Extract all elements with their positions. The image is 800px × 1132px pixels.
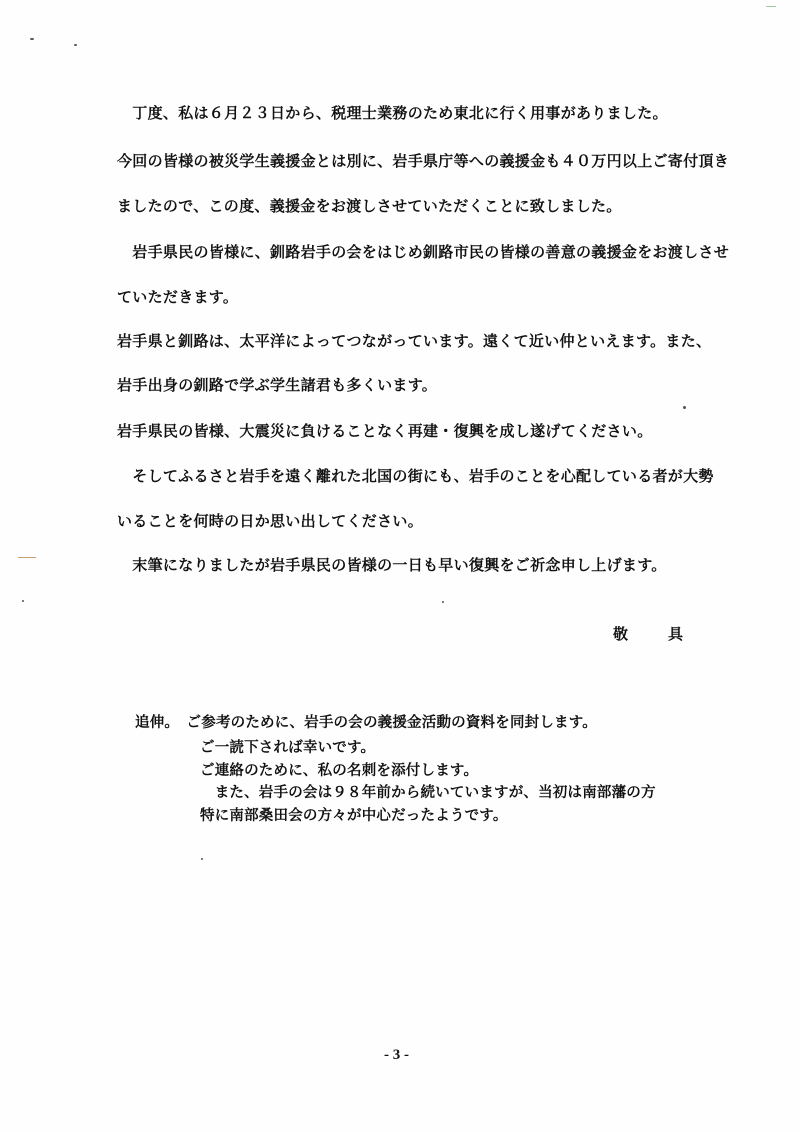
scan-speck [201,858,203,860]
paragraph-line-5: ていただきます。 [117,288,239,306]
paragraph-line-1: 丁度、私は６月２３日から、税理士業務のため東北に行く用事がありました。 [117,104,668,122]
postscript-line-5: 特に南部桑田会の方々が中心だったようです。 [200,807,508,824]
paragraph-line-7: 岩手出身の釧路で学ぶ学生諸君も多くいます。 [117,376,438,394]
scan-speck [442,601,444,603]
scan-speck [683,406,686,409]
scan-speck [74,44,77,46]
paragraph-line-10: いることを何時の日か思い出してください。 [117,512,424,530]
postscript-line-2: ご一読下されば幸いです。 [200,739,376,756]
postscript-line-1: 追伸。 ご参考のために、岩手の会の義援金活動の資料を同封します。 [135,714,597,731]
scan-mark [18,557,36,558]
scan-speck [22,600,24,602]
paragraph-line-2: 今回の皆様の被災学生義援金とは別に、岩手県庁等への義援金も４０万円以上ご寄付頂き [117,152,730,170]
scan-mark [766,6,776,7]
paragraph-line-4: 岩手県民の皆様に、釧路岩手の会をはじめ釧路市民の皆様の善意の義援金をお渡しさせ [117,243,730,261]
paragraph-line-3: ましたので、この度、義援金をお渡しさせていただくことに致しました。 [117,197,622,215]
postscript-line-3: ご連絡のために、私の名刺を添付します。 [200,762,479,779]
paragraph-line-8: 岩手県民の皆様、大震災に負けることなく再建・復興を成し遂げてください。 [117,422,653,440]
scan-speck [30,38,34,40]
postscript-line-4: また、岩手の会は９８年前から続いていますが、当初は南部藩の方 [200,784,656,801]
paragraph-line-6: 岩手県と釧路は、太平洋によってつながっています。遠くて近い仲といえます。また、 [117,332,712,350]
paragraph-line-11: 末筆になりましたが岩手県民の皆様の一日も早い復興をご祈念申し上げます。 [117,556,667,574]
paragraph-line-9: そしてふるさと岩手を遠く離れた北国の街にも、岩手のことを心配している者が大勢 [117,467,714,485]
page-number: - 3 - [384,1047,409,1063]
closing-keigu: 敬具 [613,625,724,643]
